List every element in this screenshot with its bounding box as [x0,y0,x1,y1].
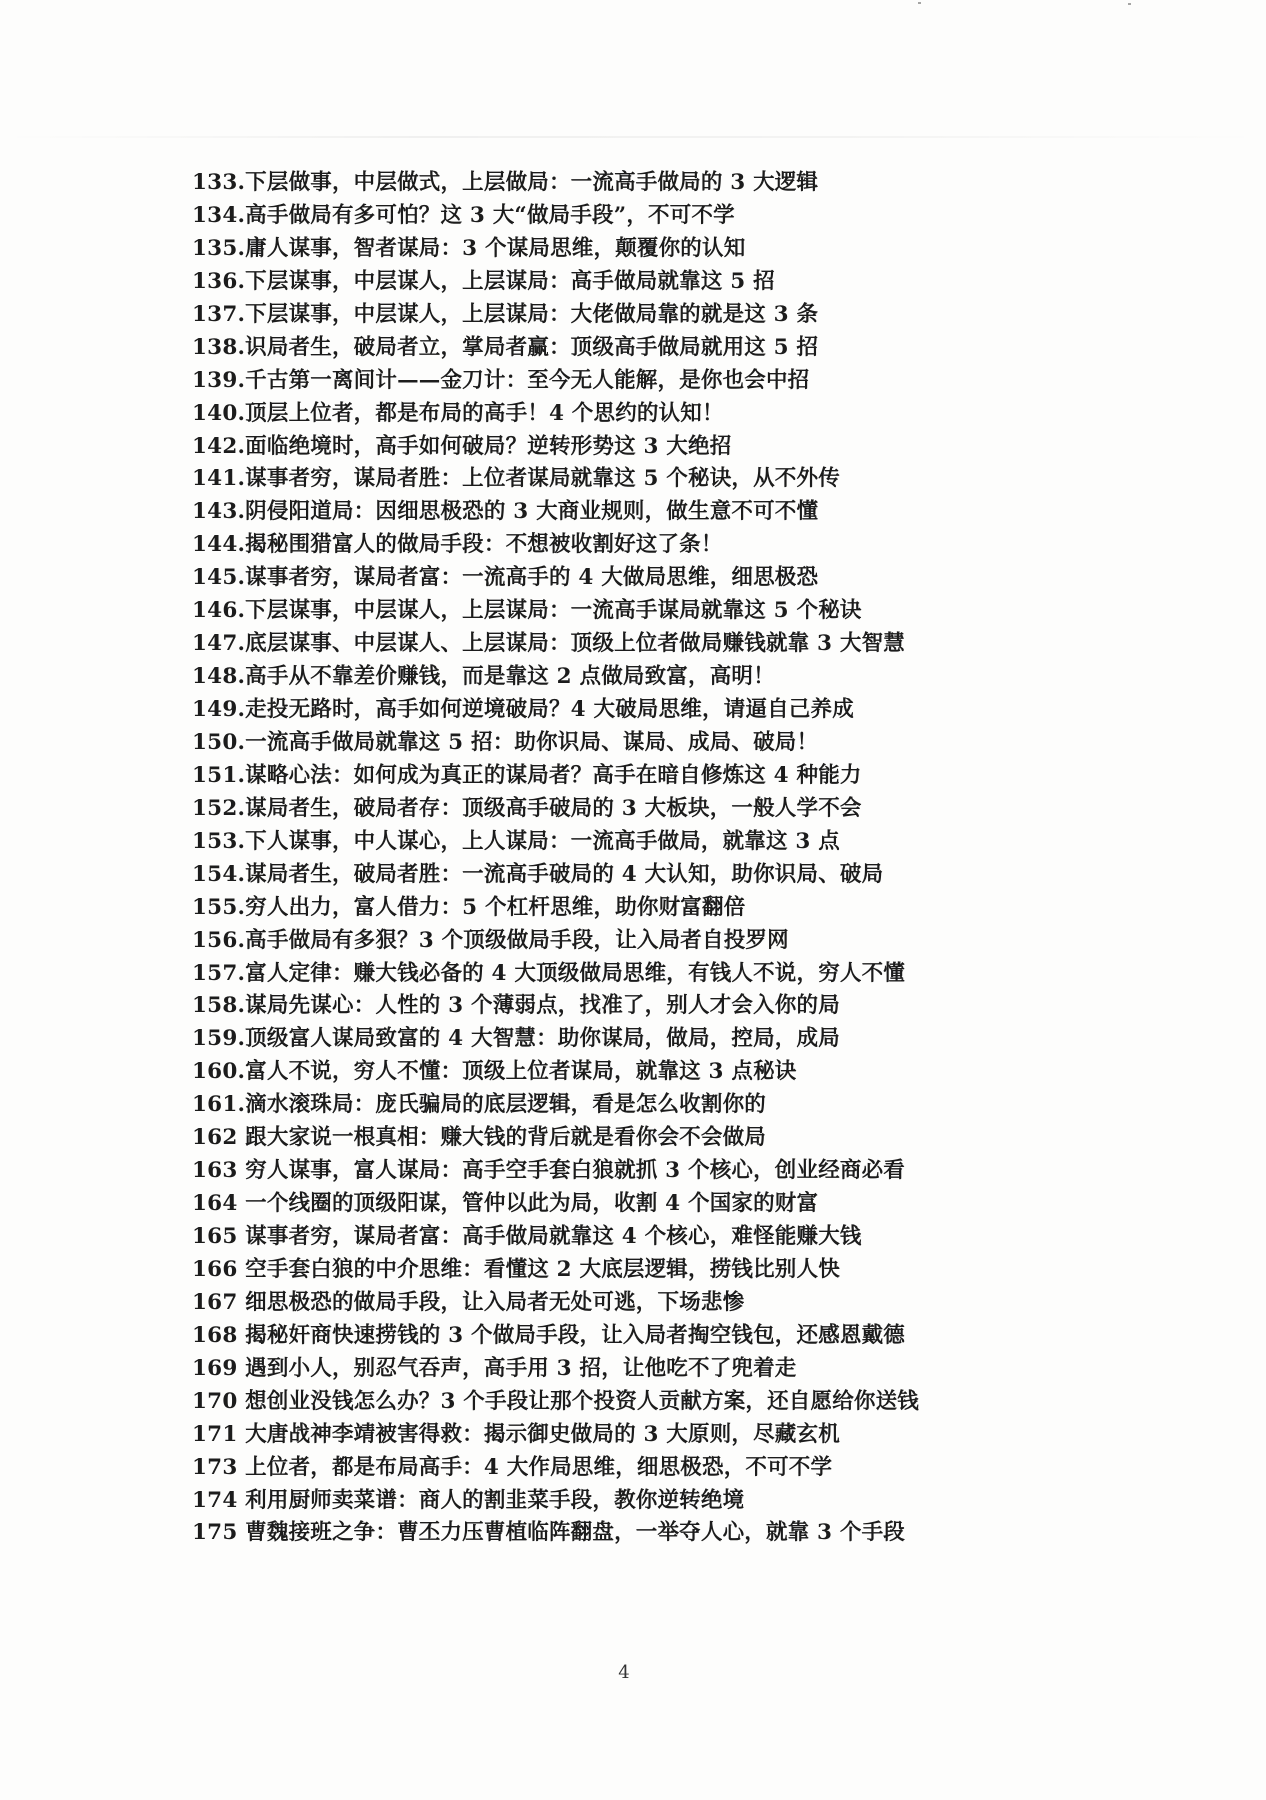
list-item: 165 谋事者穷，谋局者富：高手做局就靠这 4 个核心，难怪能赚大钱 [192,1224,862,1249]
list-item: 137.下层谋事，中层谋人，上层谋局：大佬做局靠的就是这 3 条 [192,301,819,327]
list-item: 169 遇到小人，别忍气吞声，高手用 3 招，让他吃不了兜着走 [192,1355,797,1381]
list-item: 134.高手做局有多可怕？这 3 大“做局手段”，不可不学 [192,202,735,228]
list-item: 133.下层做事，中层做式，上层做局：一流高手做局的 3 大逻辑 [192,170,819,195]
list-item: 158.谋局先谋心：人性的 3 个薄弱点，找准了，别人才会入你的局 [192,993,840,1019]
page-number: 4 [618,1662,630,1683]
list-item: 164 一个线圈的顶级阳谋，管仲以此为局，收割 4 个国家的财富 [192,1191,819,1217]
list-item: 171 大唐战神李靖被害得救：揭示御史做局的 3 大原则，尽藏玄机 [192,1421,840,1447]
list-item: 168 揭秘奸商快速捞钱的 3 个做局手段，让入局者掏空钱包，还感恩戴德 [192,1322,905,1348]
list-item: 148.高手从不靠差价赚钱，而是靠这 2 点做局致富，高明！ [192,664,775,690]
list-item: 150.一流高手做局就靠这 5 招：助你识局、谋局、成局、破局！ [192,729,819,755]
list-item: 142.面临绝境时，高手如何破局？逆转形势这 3 大绝招 [192,433,732,459]
list-item: 139.千古第一离间计——金刀计：至今无人能解，是你也会中招 [192,367,810,393]
list-item: 163 穷人谋事，富人谋局：高手空手套白狼就抓 3 个核心，创业经商必看 [192,1158,905,1184]
list-item: 161.滴水滚珠局：庞氏骗局的底层逻辑，看是怎么收割你的 [192,1092,766,1118]
list-item: 162 跟大家说一根真相：赚大钱的背后就是看你会不会做局 [192,1125,766,1151]
list-item: 141.谋事者穷，谋局者胜：上位者谋局就靠这 5 个秘诀，从不外传 [192,466,840,492]
title-list [192,167,1192,1550]
list-item: 154.谋局者生，破局者胜：一流高手破局的 4 大认知，助你识局、破局 [192,861,884,887]
scan-edge-line [0,136,1266,138]
list-item: 153.下人谋事，中人谋心，上人谋局：一流高手做局，就靠这 3 点 [192,828,840,854]
list-item: 147.底层谋事、中层谋人、上层谋局：顶级上位者做局赚钱就靠 3 大智慧 [192,631,905,657]
list-item: 159.顶级富人谋局致富的 4 大智慧：助你谋局，做局，控局，成局 [192,1026,840,1052]
scan-speck [1128,3,1131,5]
list-item: 144.揭秘围猎富人的做局手段：不想被收割好这了条！ [192,532,723,558]
list-item: 149.走投无路时，高手如何逆境破局？4 大破局思维，请逼自己养成 [192,697,854,722]
list-item: 135.庸人谋事，智者谋局：3 个谋局思维，颠覆你的认知 [192,235,746,261]
list-item: 170 想创业没钱怎么办？3 个手段让那个投资人贡献方案，还自愿给你送钱 [192,1388,920,1414]
list-item: 138.识局者生，破局者立，掌局者赢：顶级高手做局就用这 5 招 [192,334,819,360]
list-item: 160.富人不说，穷人不懂：顶级上位者谋局，就靠这 3 点秘诀 [192,1059,797,1085]
list-item: 173 上位者，都是布局高手：4 大作局思维，细思极恐，不可不学 [192,1454,833,1480]
list-item: 166 空手套白狼的中介思维：看懂这 2 大底层逻辑，捞钱比别人快 [192,1256,840,1282]
list-item: 175 曹魏接班之争：曹丕力压曹植临阵翻盘，一举夺人心，就靠 3 个手段 [192,1520,905,1546]
list-item: 156.高手做局有多狠？3 个顶级做局手段，让入局者自投罗网 [192,927,789,953]
list-item: 136.下层谋事，中层谋人，上层谋局：高手做局就靠这 5 招 [192,268,775,294]
list-item: 152.谋局者生，破局者存：顶级高手破局的 3 大板块，一般人学不会 [192,795,862,821]
scan-speck [918,2,921,4]
list-item: 174 利用厨师卖菜谱：商人的割韭菜手段，教你逆转绝境 [192,1487,745,1513]
list-item: 143.阴侵阳道局：因细思极恐的 3 大商业规则，做生意不可不懂 [192,499,819,525]
list-item: 157.富人定律：赚大钱必备的 4 大顶级做局思维，有钱人不说，穷人不懂 [192,960,905,986]
list-item: 145.谋事者穷，谋局者富：一流高手的 4 大做局思维，细思极恐 [192,565,819,591]
list-item: 140.顶层上位者，都是布局的高手！4 个思约的认知！ [192,400,724,426]
list-item: 151.谋略心法：如何成为真正的谋局者？高手在暗自修炼这 4 种能力 [192,762,862,788]
list-item: 155.穷人出力，富人借力：5 个杠杆思维，助你财富翻倍 [192,894,746,920]
list-item: 167 细思极恐的做局手段，让入局者无处可逃，下场悲惨 [192,1289,745,1315]
list-item: 146.下层谋事，中层谋人，上层谋局：一流高手谋局就靠这 5 个秘诀 [192,598,862,624]
